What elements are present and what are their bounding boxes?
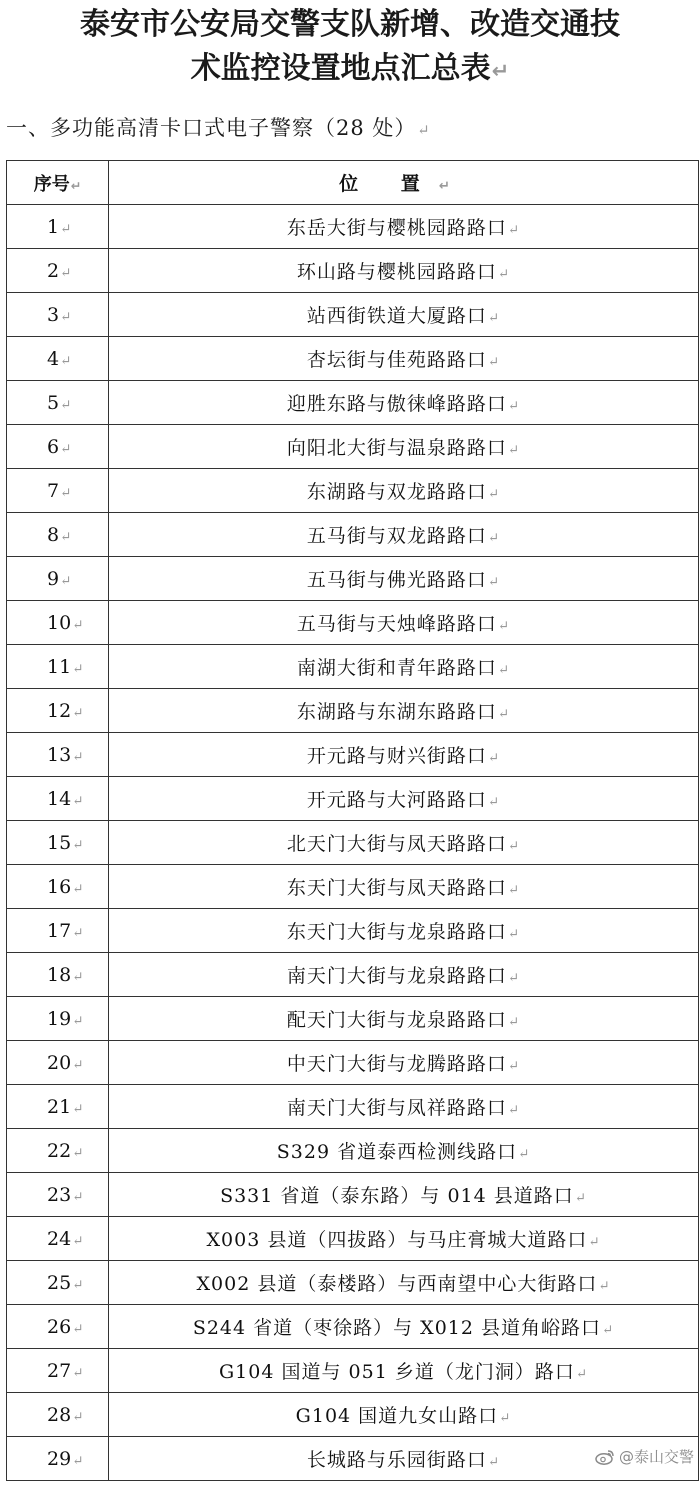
row-location: 长城路与乐园街路口↵	[109, 1437, 699, 1481]
row-location: 南湖大街和青年路路口↵	[109, 645, 699, 689]
row-location: 五马街与双龙路路口↵	[109, 513, 699, 557]
row-location: S244 省道（枣徐路）与 X012 县道角峪路口↵	[109, 1305, 699, 1349]
row-location: 环山路与樱桃园路路口↵	[109, 249, 699, 293]
row-number: 28↵	[7, 1393, 109, 1437]
row-location: 杏坛街与佳苑路路口↵	[109, 337, 699, 381]
row-number: 5↵	[7, 381, 109, 425]
table-row	[7, 865, 699, 909]
table-row	[7, 469, 699, 513]
table-row	[7, 425, 699, 469]
row-number: 3↵	[7, 293, 109, 337]
row-location: 东湖路与双龙路路口↵	[109, 469, 699, 513]
locations-table	[6, 160, 699, 1481]
table-row	[7, 293, 699, 337]
row-number: 4↵	[7, 337, 109, 381]
row-number: 13↵	[7, 733, 109, 777]
table-row	[7, 1041, 699, 1085]
row-number: 10↵	[7, 601, 109, 645]
row-location: X003 县道（四拔路）与马庄膏城大道路口↵	[109, 1217, 699, 1261]
row-location: 向阳北大街与温泉路路口↵	[109, 425, 699, 469]
title-line-2	[0, 46, 700, 94]
paragraph-mark-icon: ↵	[417, 122, 431, 139]
row-number: 18↵	[7, 953, 109, 997]
row-number: 14↵	[7, 777, 109, 821]
table-row	[7, 997, 699, 1041]
table-row	[7, 205, 699, 249]
header-number: 序号↵	[7, 161, 109, 205]
table-header-row	[7, 161, 699, 205]
row-number: 1↵	[7, 205, 109, 249]
table-row	[7, 381, 699, 425]
section-heading-text: 一、多功能高清卡口式电子警察（28 处）	[6, 116, 417, 140]
row-location: 开元路与大河路路口↵	[109, 777, 699, 821]
row-number: 11↵	[7, 645, 109, 689]
row-number: 15↵	[7, 821, 109, 865]
paragraph-mark-icon: ↵	[491, 59, 510, 83]
table-row	[7, 513, 699, 557]
row-number: 29↵	[7, 1437, 109, 1481]
row-location: 东岳大街与樱桃园路路口↵	[109, 205, 699, 249]
table-row	[7, 1305, 699, 1349]
table-row	[7, 1217, 699, 1261]
row-number: 16↵	[7, 865, 109, 909]
table-row	[7, 337, 699, 381]
row-location: 五马街与佛光路路口↵	[109, 557, 699, 601]
locations-table-wrapper	[6, 160, 698, 1481]
section-heading	[6, 112, 431, 142]
table-body	[7, 205, 699, 1481]
row-number: 7↵	[7, 469, 109, 513]
table-row	[7, 777, 699, 821]
row-number: 20↵	[7, 1041, 109, 1085]
row-location: 站西街铁道大厦路口↵	[109, 293, 699, 337]
row-number: 17↵	[7, 909, 109, 953]
table-row	[7, 557, 699, 601]
row-number: 27↵	[7, 1349, 109, 1393]
table-row	[7, 1173, 699, 1217]
row-location: X002 县道（泰楼路）与西南望中心大街路口↵	[109, 1261, 699, 1305]
table-row	[7, 1085, 699, 1129]
table-row	[7, 249, 699, 293]
title-line-2-text: 术监控设置地点汇总表	[190, 51, 491, 86]
row-number: 22↵	[7, 1129, 109, 1173]
table-row	[7, 909, 699, 953]
row-location: 北天门大街与凤天路路口↵	[109, 821, 699, 865]
watermark-text: @泰山交警	[618, 1448, 694, 1466]
row-location: 配天门大街与龙泉路路口↵	[109, 997, 699, 1041]
table-row	[7, 1129, 699, 1173]
row-location: 迎胜东路与傲徕峰路路口↵	[109, 381, 699, 425]
row-location: 南天门大街与凤祥路路口↵	[109, 1085, 699, 1129]
row-location: G104 国道九女山路口↵	[109, 1393, 699, 1437]
row-number: 6↵	[7, 425, 109, 469]
table-row	[7, 1261, 699, 1305]
table-row	[7, 689, 699, 733]
row-location: 开元路与财兴街路口↵	[109, 733, 699, 777]
table-row	[7, 1349, 699, 1393]
table-row	[7, 601, 699, 645]
title-line-1: 泰安市公安局交警支队新增、改造交通技	[80, 7, 620, 42]
row-number: 23↵	[7, 1173, 109, 1217]
row-number: 25↵	[7, 1261, 109, 1305]
row-number: 26↵	[7, 1305, 109, 1349]
row-number: 8↵	[7, 513, 109, 557]
row-location: 东湖路与东湖东路路口↵	[109, 689, 699, 733]
header-location: 位 置↵	[109, 161, 699, 205]
weibo-watermark	[595, 1446, 694, 1467]
row-location: 东天门大街与凤天路路口↵	[109, 865, 699, 909]
row-location: 中天门大街与龙腾路路口↵	[109, 1041, 699, 1085]
table-row	[7, 953, 699, 997]
row-location: G104 国道与 051 乡道（龙门洞）路口↵	[109, 1349, 699, 1393]
table-row	[7, 821, 699, 865]
table-row	[7, 733, 699, 777]
row-number: 2↵	[7, 249, 109, 293]
row-location: S331 省道（泰东路）与 014 县道路口↵	[109, 1173, 699, 1217]
row-location: 五马街与天烛峰路路口↵	[109, 601, 699, 645]
row-location: 东天门大街与龙泉路路口↵	[109, 909, 699, 953]
row-location: S329 省道泰西检测线路口↵	[109, 1129, 699, 1173]
weibo-icon	[595, 1449, 615, 1465]
table-row	[7, 1393, 699, 1437]
row-number: 19↵	[7, 997, 109, 1041]
table-row	[7, 645, 699, 689]
row-location: 南天门大街与龙泉路路口↵	[109, 953, 699, 997]
row-number: 21↵	[7, 1085, 109, 1129]
row-number: 9↵	[7, 557, 109, 601]
row-number: 12↵	[7, 689, 109, 733]
row-number: 24↵	[7, 1217, 109, 1261]
